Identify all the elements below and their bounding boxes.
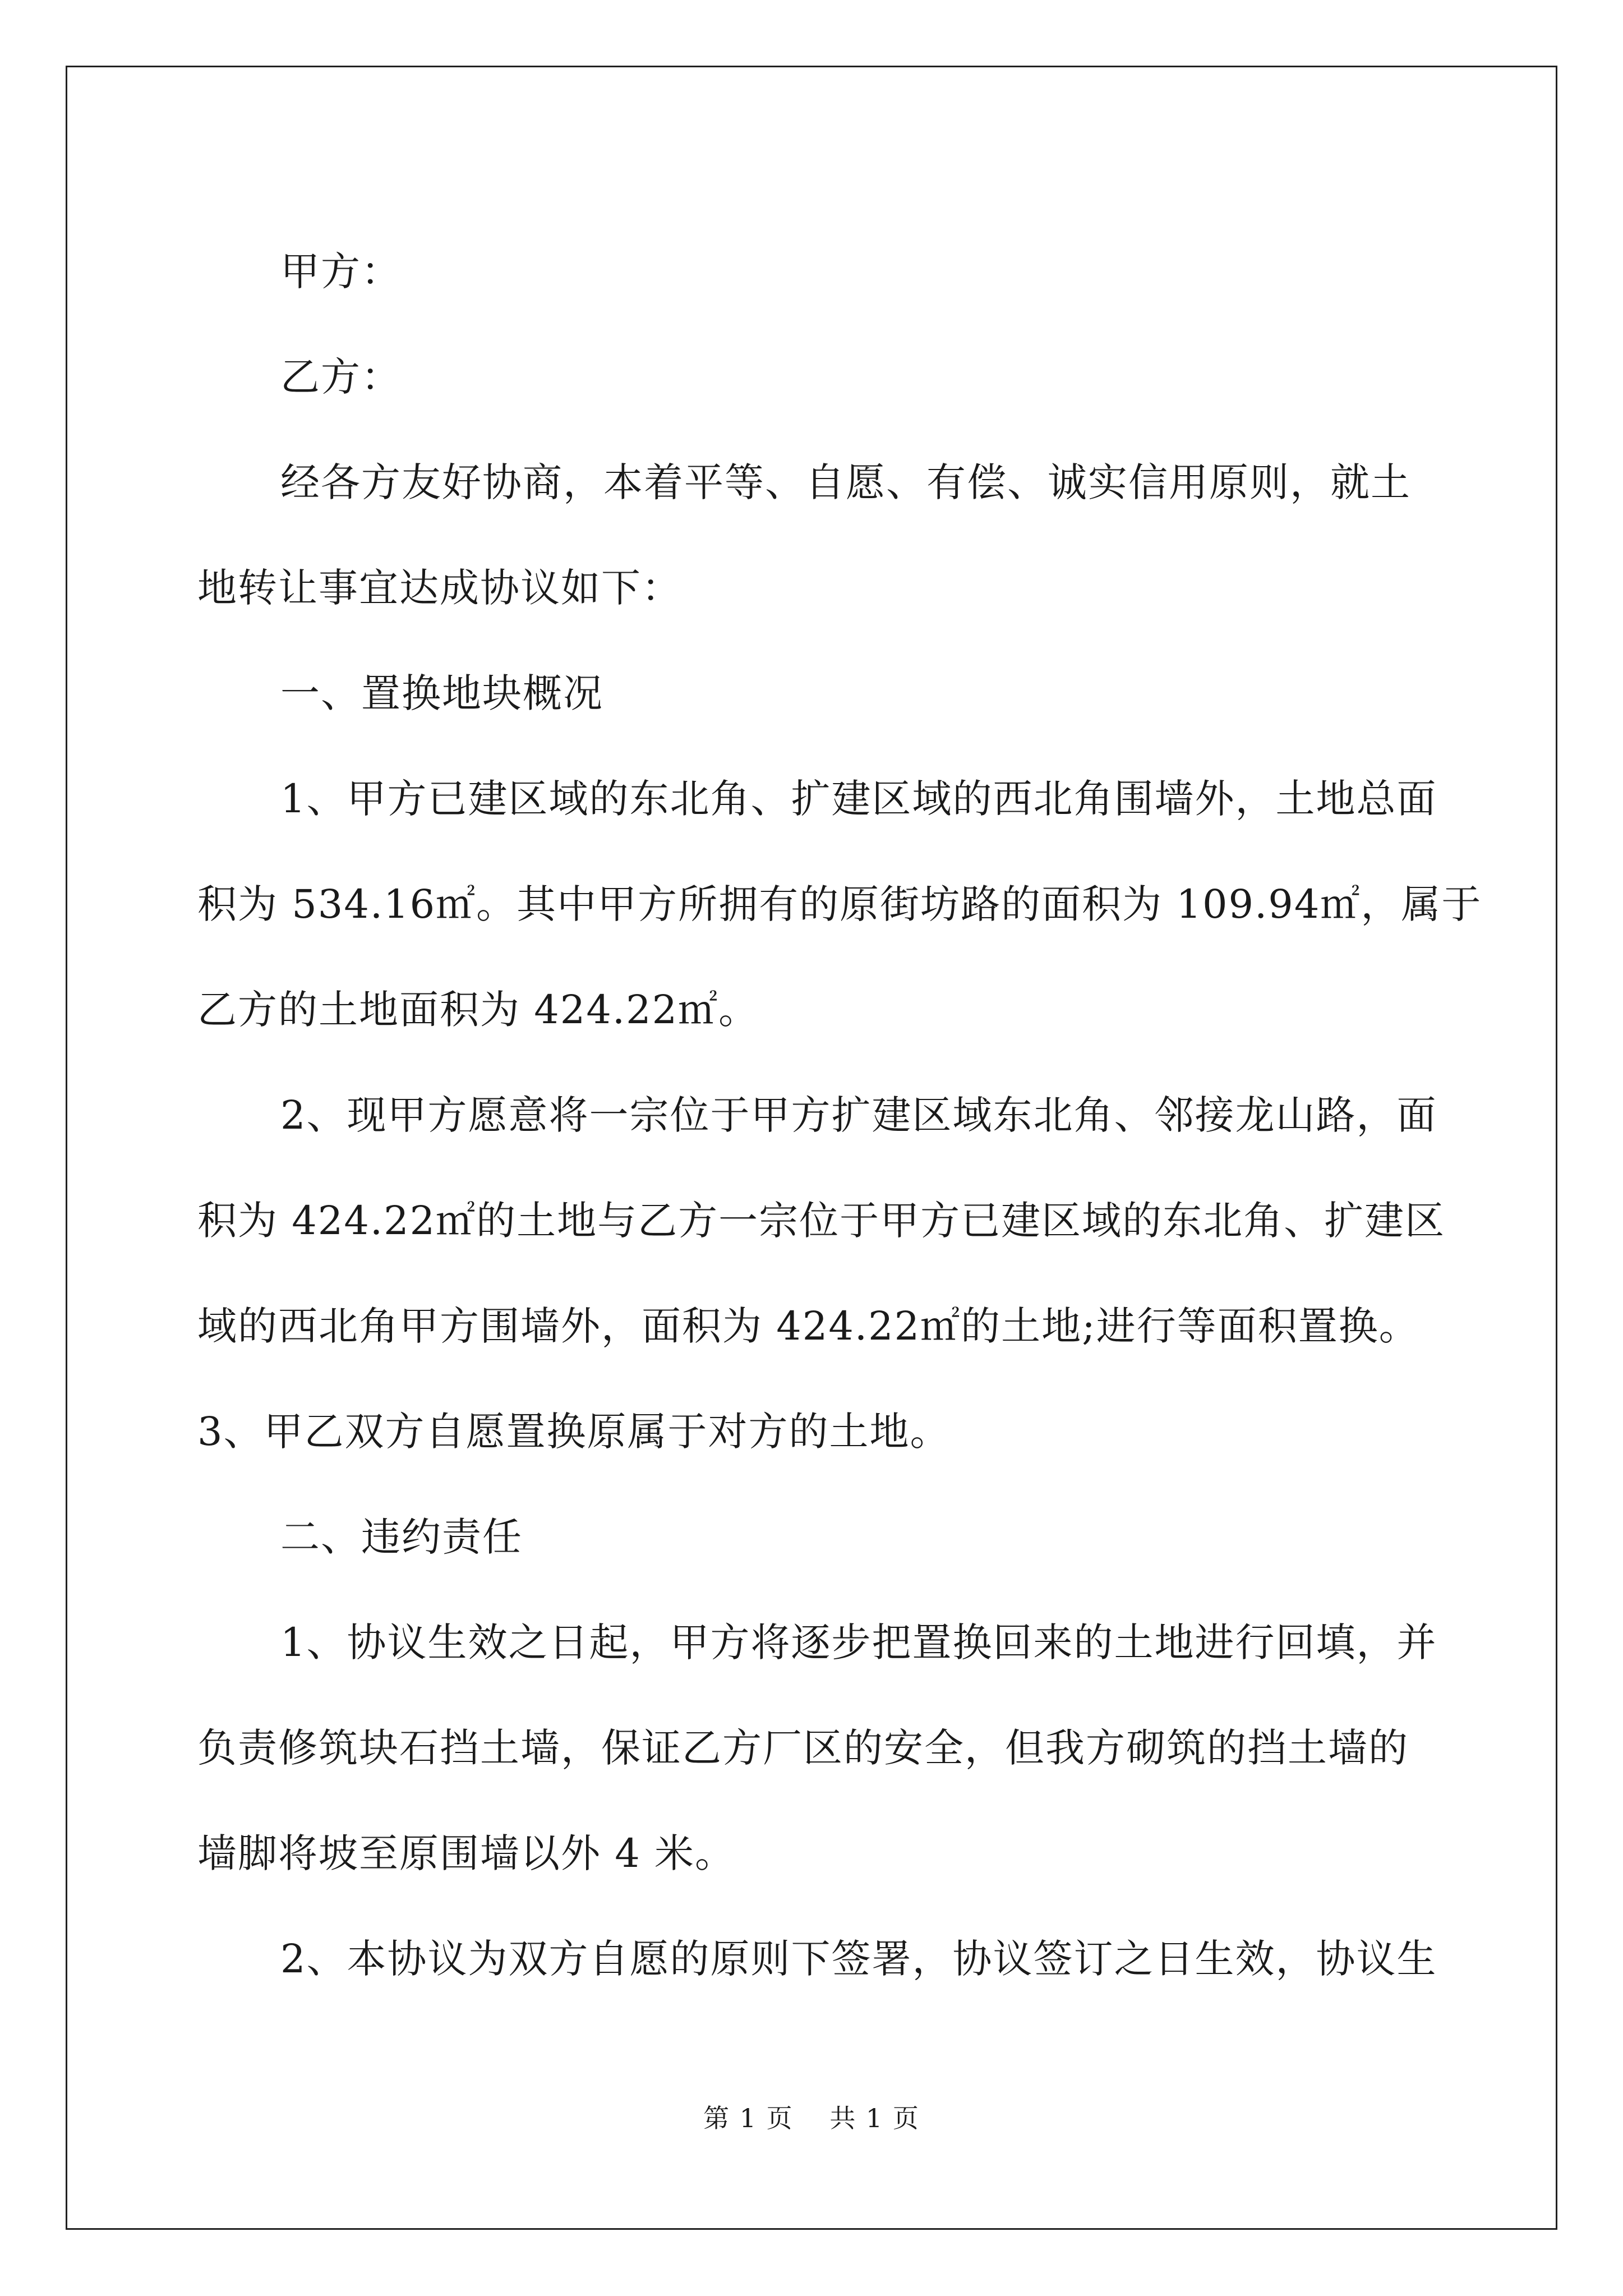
intro-paragraph [197,430,1426,641]
section-2-title: 二、违约责任 [280,1514,523,1560]
document-body [197,219,1482,2012]
s2-item1-line-1: 1、协议生效之日起，甲方将逐步把置换回来的土地进行回填，并 [280,1619,1437,1665]
page-current: 第 1 页 [703,2103,794,2133]
section-1-item-2 [197,1062,1446,1484]
party-b-line [197,324,1426,430]
s1-item2-line-2: 积为 424.22㎡的土地与乙方一宗位于甲方已建区域的东北角、扩建区 [197,1198,1446,1244]
s2-item2-line-1: 2、本协议为双方自愿的原则下签署，协议签订之日生效，协议生 [280,1936,1437,1982]
section-1-heading [197,641,1426,746]
party-a-text: 甲方： [280,249,402,295]
page-total: 共 1 页 [829,2103,920,2133]
section-2-heading [197,1484,1426,1590]
section-2-item-1 [197,1590,1437,1906]
s1-item1-line-2: 积为 534.16㎡。其中甲方所拥有的原街坊路的面积为 109.94㎡，属于 [197,881,1482,927]
s1-item1-line-1: 1、甲方已建区域的东北角、扩建区域的西北角围墙外，土地总面 [280,776,1437,822]
section-1-title: 一、置换地块概况 [280,670,603,716]
page-footer [0,2098,1623,2135]
s1-item2-line-3: 域的西北角甲方围墙外，面积为 424.22㎡的土地;进行等面积置换。 [197,1303,1419,1349]
party-b-text: 乙方： [280,354,402,400]
section-2-item-2 [197,1906,1437,2012]
intro-line-2: 地转让事宜达成协议如下： [197,565,682,611]
s1-item3-line-1: 3、甲乙双方自愿置换原属于对方的土地。 [197,1409,951,1455]
party-a-line [197,219,1426,324]
intro-line-1: 经各方友好协商，本着平等、自愿、有偿、诚实信用原则，就土 [280,459,1411,505]
s2-item1-line-3: 墙脚将坡至原围墙以外 4 米。 [197,1830,736,1876]
s1-item1-line-3: 乙方的土地面积为 424.22㎡。 [197,987,759,1033]
section-1-item-1 [197,746,1482,1062]
s2-item1-line-2: 负责修筑块石挡土墙，保证乙方厂区的安全，但我方砌筑的挡土墙的 [197,1725,1409,1771]
s1-item2-line-1: 2、现甲方愿意将一宗位于甲方扩建区域东北角、邻接龙山路，面 [280,1092,1437,1138]
